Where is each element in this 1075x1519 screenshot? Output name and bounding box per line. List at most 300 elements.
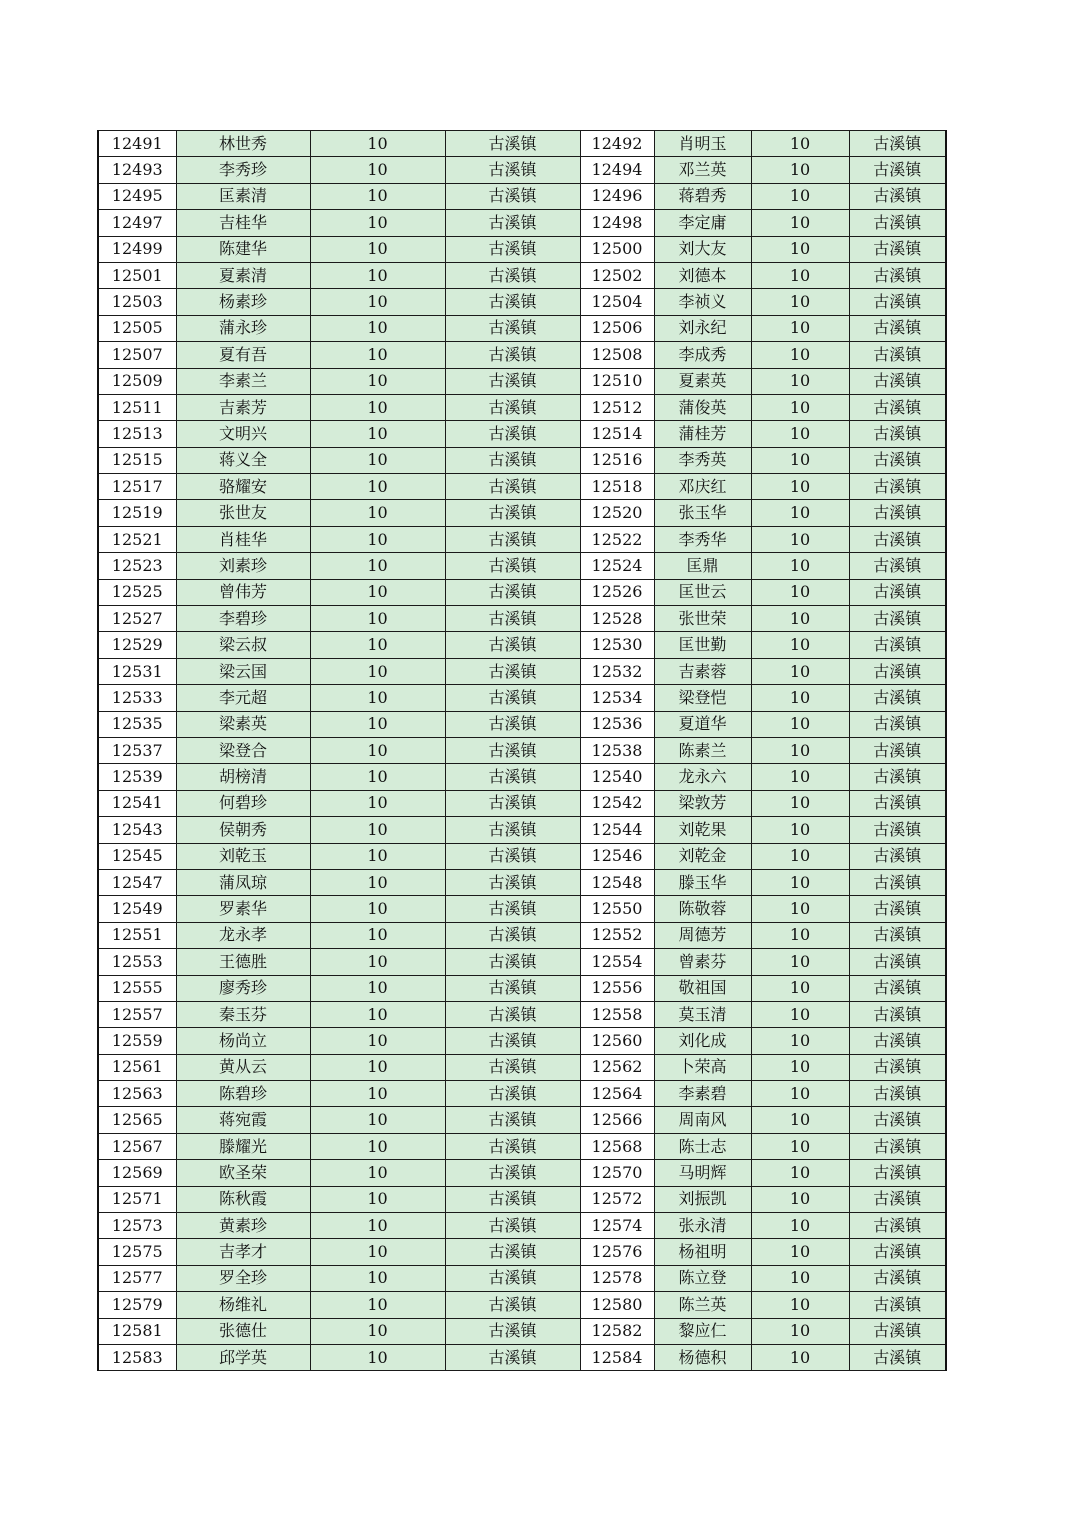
cell-amount: 10	[751, 764, 849, 790]
table-row	[98, 1133, 946, 1159]
cell-amount: 10	[310, 210, 445, 236]
cell-amount: 10	[310, 342, 445, 368]
cell-name: 龙永孝	[176, 922, 310, 948]
cell-id: 12537	[98, 737, 176, 763]
cell-name: 王德胜	[176, 949, 310, 975]
cell-name: 周南风	[654, 1107, 751, 1133]
cell-id: 12516	[580, 447, 654, 473]
table-row	[98, 315, 946, 341]
cell-name: 陈兰英	[654, 1292, 751, 1318]
cell-name: 刘乾玉	[176, 843, 310, 869]
cell-name: 梁登恺	[654, 685, 751, 711]
table-body	[98, 131, 946, 1371]
cell-town: 古溪镇	[849, 1213, 946, 1239]
cell-amount: 10	[310, 447, 445, 473]
cell-amount: 10	[751, 1265, 849, 1291]
cell-town: 古溪镇	[445, 869, 580, 895]
cell-name: 梁敦芳	[654, 790, 751, 816]
cell-town: 古溪镇	[849, 262, 946, 288]
cell-amount: 10	[751, 790, 849, 816]
table-row	[98, 1160, 946, 1186]
cell-amount: 10	[751, 1344, 849, 1370]
cell-town: 古溪镇	[849, 711, 946, 737]
cell-name: 吉孝才	[176, 1239, 310, 1265]
cell-id: 12530	[580, 632, 654, 658]
cell-amount: 10	[751, 1292, 849, 1318]
cell-town: 古溪镇	[445, 342, 580, 368]
cell-id: 12552	[580, 922, 654, 948]
cell-town: 古溪镇	[445, 949, 580, 975]
cell-amount: 10	[310, 922, 445, 948]
cell-id: 12542	[580, 790, 654, 816]
cell-name: 李祯义	[654, 289, 751, 315]
cell-name: 肖桂华	[176, 526, 310, 552]
cell-town: 古溪镇	[849, 315, 946, 341]
cell-name: 蒋碧秀	[654, 183, 751, 209]
cell-id: 12562	[580, 1054, 654, 1080]
cell-town: 古溪镇	[445, 1213, 580, 1239]
cell-id: 12512	[580, 394, 654, 420]
cell-id: 12547	[98, 869, 176, 895]
table-row	[98, 843, 946, 869]
table-row	[98, 922, 946, 948]
cell-town: 古溪镇	[849, 922, 946, 948]
table-row	[98, 817, 946, 843]
cell-id: 12529	[98, 632, 176, 658]
cell-amount: 10	[310, 1186, 445, 1212]
cell-id: 12505	[98, 315, 176, 341]
cell-id: 12493	[98, 157, 176, 183]
cell-town: 古溪镇	[445, 236, 580, 262]
table-row	[98, 183, 946, 209]
cell-town: 古溪镇	[445, 1239, 580, 1265]
cell-name: 杨尚立	[176, 1028, 310, 1054]
cell-amount: 10	[751, 843, 849, 869]
cell-town: 古溪镇	[445, 658, 580, 684]
cell-amount: 10	[310, 1028, 445, 1054]
cell-amount: 10	[310, 949, 445, 975]
cell-town: 古溪镇	[445, 1107, 580, 1133]
cell-id: 12532	[580, 658, 654, 684]
table-row	[98, 1318, 946, 1344]
table-row	[98, 474, 946, 500]
cell-town: 古溪镇	[849, 183, 946, 209]
cell-id: 12554	[580, 949, 654, 975]
table-row	[98, 131, 946, 157]
cell-id: 12513	[98, 421, 176, 447]
cell-amount: 10	[751, 1133, 849, 1159]
cell-id: 12498	[580, 210, 654, 236]
table-row	[98, 289, 946, 315]
cell-id: 12499	[98, 236, 176, 262]
cell-name: 文明兴	[176, 421, 310, 447]
cell-id: 12525	[98, 579, 176, 605]
cell-name: 刘振凯	[654, 1186, 751, 1212]
table-row	[98, 262, 946, 288]
cell-name: 何碧珍	[176, 790, 310, 816]
cell-name: 秦玉芬	[176, 1001, 310, 1027]
cell-town: 古溪镇	[445, 447, 580, 473]
cell-id: 12519	[98, 500, 176, 526]
cell-town: 古溪镇	[849, 1239, 946, 1265]
cell-id: 12506	[580, 315, 654, 341]
cell-town: 古溪镇	[849, 1265, 946, 1291]
cell-town: 古溪镇	[849, 553, 946, 579]
cell-id: 12510	[580, 368, 654, 394]
cell-id: 12531	[98, 658, 176, 684]
cell-town: 古溪镇	[849, 289, 946, 315]
cell-id: 12494	[580, 157, 654, 183]
cell-id: 12521	[98, 526, 176, 552]
cell-name: 陈敬蓉	[654, 896, 751, 922]
cell-amount: 10	[751, 315, 849, 341]
cell-name: 李秀英	[654, 447, 751, 473]
cell-id: 12561	[98, 1054, 176, 1080]
cell-amount: 10	[310, 500, 445, 526]
cell-amount: 10	[751, 1239, 849, 1265]
cell-name: 吉素蓉	[654, 658, 751, 684]
cell-town: 古溪镇	[849, 975, 946, 1001]
table-row	[98, 685, 946, 711]
cell-amount: 10	[310, 183, 445, 209]
cell-name: 陈建华	[176, 236, 310, 262]
cell-town: 古溪镇	[849, 210, 946, 236]
cell-id: 12580	[580, 1292, 654, 1318]
cell-town: 古溪镇	[445, 579, 580, 605]
cell-name: 刘素珍	[176, 553, 310, 579]
cell-town: 古溪镇	[849, 737, 946, 763]
cell-amount: 10	[310, 658, 445, 684]
cell-town: 古溪镇	[849, 368, 946, 394]
cell-id: 12491	[98, 131, 176, 157]
table-row	[98, 1001, 946, 1027]
cell-id: 12515	[98, 447, 176, 473]
cell-name: 廖秀珍	[176, 975, 310, 1001]
cell-name: 邓庆红	[654, 474, 751, 500]
cell-town: 古溪镇	[445, 1133, 580, 1159]
cell-town: 古溪镇	[445, 131, 580, 157]
table-row	[98, 1054, 946, 1080]
cell-name: 李碧珍	[176, 606, 310, 632]
cell-amount: 10	[751, 1213, 849, 1239]
cell-name: 蒲凤琼	[176, 869, 310, 895]
cell-name: 敬祖国	[654, 975, 751, 1001]
cell-id: 12524	[580, 553, 654, 579]
cell-town: 古溪镇	[445, 289, 580, 315]
table-row	[98, 500, 946, 526]
cell-id: 12496	[580, 183, 654, 209]
cell-amount: 10	[310, 1265, 445, 1291]
cell-id: 12539	[98, 764, 176, 790]
cell-amount: 10	[751, 368, 849, 394]
cell-id: 12497	[98, 210, 176, 236]
cell-town: 古溪镇	[445, 1292, 580, 1318]
cell-id: 12563	[98, 1081, 176, 1107]
table-row	[98, 236, 946, 262]
cell-town: 古溪镇	[849, 500, 946, 526]
cell-town: 古溪镇	[849, 1292, 946, 1318]
cell-amount: 10	[310, 262, 445, 288]
cell-amount: 10	[310, 843, 445, 869]
cell-town: 古溪镇	[849, 1186, 946, 1212]
cell-amount: 10	[751, 1001, 849, 1027]
cell-id: 12582	[580, 1318, 654, 1344]
cell-name: 刘乾果	[654, 817, 751, 843]
cell-amount: 10	[310, 685, 445, 711]
table-row	[98, 157, 946, 183]
cell-id: 12558	[580, 1001, 654, 1027]
cell-id: 12514	[580, 421, 654, 447]
cell-town: 古溪镇	[445, 711, 580, 737]
table-row	[98, 210, 946, 236]
cell-amount: 10	[310, 1318, 445, 1344]
cell-id: 12502	[580, 262, 654, 288]
cell-name: 胡榜清	[176, 764, 310, 790]
table-row	[98, 1028, 946, 1054]
cell-town: 古溪镇	[445, 843, 580, 869]
cell-town: 古溪镇	[849, 1028, 946, 1054]
cell-amount: 10	[751, 1081, 849, 1107]
cell-name: 黎应仁	[654, 1318, 751, 1344]
cell-amount: 10	[310, 1344, 445, 1370]
cell-name: 吉桂华	[176, 210, 310, 236]
cell-name: 蒋宛霞	[176, 1107, 310, 1133]
cell-id: 12570	[580, 1160, 654, 1186]
cell-name: 匡世云	[654, 579, 751, 605]
cell-name: 夏有吾	[176, 342, 310, 368]
cell-name: 黄素珍	[176, 1213, 310, 1239]
cell-name: 匡世勤	[654, 632, 751, 658]
cell-id: 12508	[580, 342, 654, 368]
cell-amount: 10	[751, 500, 849, 526]
cell-id: 12559	[98, 1028, 176, 1054]
cell-id: 12495	[98, 183, 176, 209]
cell-name: 刘乾金	[654, 843, 751, 869]
cell-amount: 10	[310, 1213, 445, 1239]
cell-town: 古溪镇	[849, 1107, 946, 1133]
cell-town: 古溪镇	[445, 1265, 580, 1291]
cell-town: 古溪镇	[849, 817, 946, 843]
cell-id: 12576	[580, 1239, 654, 1265]
table-row	[98, 579, 946, 605]
cell-name: 吉素芳	[176, 394, 310, 420]
cell-town: 古溪镇	[445, 157, 580, 183]
cell-name: 陈秋霞	[176, 1186, 310, 1212]
table-row	[98, 1081, 946, 1107]
cell-town: 古溪镇	[445, 764, 580, 790]
cell-amount: 10	[310, 790, 445, 816]
cell-amount: 10	[310, 1081, 445, 1107]
cell-name: 罗素华	[176, 896, 310, 922]
cell-id: 12565	[98, 1107, 176, 1133]
cell-id: 12578	[580, 1265, 654, 1291]
cell-name: 罗全珍	[176, 1265, 310, 1291]
cell-town: 古溪镇	[849, 632, 946, 658]
cell-town: 古溪镇	[445, 1186, 580, 1212]
cell-amount: 10	[310, 394, 445, 420]
cell-id: 12504	[580, 289, 654, 315]
cell-id: 12560	[580, 1028, 654, 1054]
cell-name: 欧圣荣	[176, 1160, 310, 1186]
cell-name: 陈士志	[654, 1133, 751, 1159]
cell-name: 夏道华	[654, 711, 751, 737]
cell-id: 12538	[580, 737, 654, 763]
cell-id: 12564	[580, 1081, 654, 1107]
cell-town: 古溪镇	[445, 368, 580, 394]
cell-amount: 10	[310, 896, 445, 922]
cell-name: 李成秀	[654, 342, 751, 368]
table-row	[98, 1265, 946, 1291]
table-row	[98, 447, 946, 473]
cell-id: 12581	[98, 1318, 176, 1344]
cell-id: 12566	[580, 1107, 654, 1133]
cell-id: 12533	[98, 685, 176, 711]
cell-amount: 10	[751, 711, 849, 737]
cell-name: 夏素清	[176, 262, 310, 288]
cell-amount: 10	[751, 737, 849, 763]
cell-amount: 10	[751, 975, 849, 1001]
cell-town: 古溪镇	[445, 817, 580, 843]
cell-name: 卜荣高	[654, 1054, 751, 1080]
cell-name: 张世荣	[654, 606, 751, 632]
cell-town: 古溪镇	[445, 394, 580, 420]
cell-id: 12572	[580, 1186, 654, 1212]
cell-id: 12543	[98, 817, 176, 843]
cell-id: 12575	[98, 1239, 176, 1265]
cell-name: 陈素兰	[654, 737, 751, 763]
cell-amount: 10	[751, 183, 849, 209]
cell-amount: 10	[310, 368, 445, 394]
cell-name: 黄从云	[176, 1054, 310, 1080]
cell-name: 蒋义全	[176, 447, 310, 473]
cell-town: 古溪镇	[445, 1054, 580, 1080]
table-row	[98, 869, 946, 895]
cell-name: 李秀华	[654, 526, 751, 552]
cell-amount: 10	[751, 869, 849, 895]
cell-id: 12584	[580, 1344, 654, 1370]
cell-amount: 10	[310, 579, 445, 605]
cell-id: 12549	[98, 896, 176, 922]
cell-id: 12555	[98, 975, 176, 1001]
cell-id: 12528	[580, 606, 654, 632]
cell-name: 梁云国	[176, 658, 310, 684]
cell-town: 古溪镇	[849, 606, 946, 632]
cell-name: 李元超	[176, 685, 310, 711]
cell-name: 杨素珍	[176, 289, 310, 315]
cell-id: 12553	[98, 949, 176, 975]
cell-name: 杨维礼	[176, 1292, 310, 1318]
cell-amount: 10	[751, 342, 849, 368]
cell-town: 古溪镇	[445, 790, 580, 816]
cell-amount: 10	[751, 1318, 849, 1344]
cell-name: 杨祖明	[654, 1239, 751, 1265]
cell-town: 古溪镇	[849, 790, 946, 816]
table-row	[98, 975, 946, 1001]
cell-name: 张永清	[654, 1213, 751, 1239]
cell-town: 古溪镇	[849, 421, 946, 447]
cell-amount: 10	[751, 553, 849, 579]
cell-amount: 10	[310, 1160, 445, 1186]
cell-id: 12535	[98, 711, 176, 737]
cell-amount: 10	[310, 869, 445, 895]
cell-amount: 10	[310, 1001, 445, 1027]
table-row	[98, 421, 946, 447]
cell-amount: 10	[751, 131, 849, 157]
cell-amount: 10	[751, 922, 849, 948]
cell-id: 12507	[98, 342, 176, 368]
cell-name: 滕玉华	[654, 869, 751, 895]
cell-town: 古溪镇	[445, 606, 580, 632]
cell-amount: 10	[751, 262, 849, 288]
cell-town: 古溪镇	[849, 447, 946, 473]
cell-name: 陈立登	[654, 1265, 751, 1291]
cell-town: 古溪镇	[849, 526, 946, 552]
cell-name: 蒲桂芳	[654, 421, 751, 447]
cell-town: 古溪镇	[445, 210, 580, 236]
cell-amount: 10	[310, 764, 445, 790]
table-row	[98, 342, 946, 368]
cell-town: 古溪镇	[849, 869, 946, 895]
cell-amount: 10	[310, 632, 445, 658]
cell-id: 12568	[580, 1133, 654, 1159]
cell-name: 夏素英	[654, 368, 751, 394]
cell-amount: 10	[751, 210, 849, 236]
cell-amount: 10	[751, 474, 849, 500]
cell-amount: 10	[751, 289, 849, 315]
cell-id: 12518	[580, 474, 654, 500]
cell-town: 古溪镇	[849, 131, 946, 157]
cell-id: 12545	[98, 843, 176, 869]
cell-town: 古溪镇	[849, 474, 946, 500]
table-row	[98, 1186, 946, 1212]
cell-amount: 10	[751, 896, 849, 922]
cell-amount: 10	[310, 553, 445, 579]
cell-name: 梁云叔	[176, 632, 310, 658]
cell-name: 马明辉	[654, 1160, 751, 1186]
table-row	[98, 896, 946, 922]
cell-town: 古溪镇	[849, 1054, 946, 1080]
cell-name: 刘德本	[654, 262, 751, 288]
table-row	[98, 394, 946, 420]
table-row	[98, 368, 946, 394]
cell-id: 12540	[580, 764, 654, 790]
cell-amount: 10	[310, 1239, 445, 1265]
cell-amount: 10	[751, 949, 849, 975]
cell-town: 古溪镇	[849, 1001, 946, 1027]
cell-id: 12583	[98, 1344, 176, 1370]
cell-town: 古溪镇	[445, 262, 580, 288]
cell-name: 张德仕	[176, 1318, 310, 1344]
cell-town: 古溪镇	[445, 500, 580, 526]
cell-id: 12574	[580, 1213, 654, 1239]
cell-town: 古溪镇	[445, 737, 580, 763]
cell-amount: 10	[310, 474, 445, 500]
table-row	[98, 526, 946, 552]
cell-town: 古溪镇	[445, 526, 580, 552]
cell-name: 曾素芬	[654, 949, 751, 975]
cell-name: 刘化成	[654, 1028, 751, 1054]
cell-amount: 10	[751, 632, 849, 658]
cell-name: 张世友	[176, 500, 310, 526]
cell-amount: 10	[310, 1054, 445, 1080]
cell-id: 12503	[98, 289, 176, 315]
cell-town: 古溪镇	[445, 183, 580, 209]
cell-amount: 10	[310, 236, 445, 262]
cell-id: 12541	[98, 790, 176, 816]
cell-amount: 10	[751, 394, 849, 420]
table-row	[98, 764, 946, 790]
cell-id: 12544	[580, 817, 654, 843]
